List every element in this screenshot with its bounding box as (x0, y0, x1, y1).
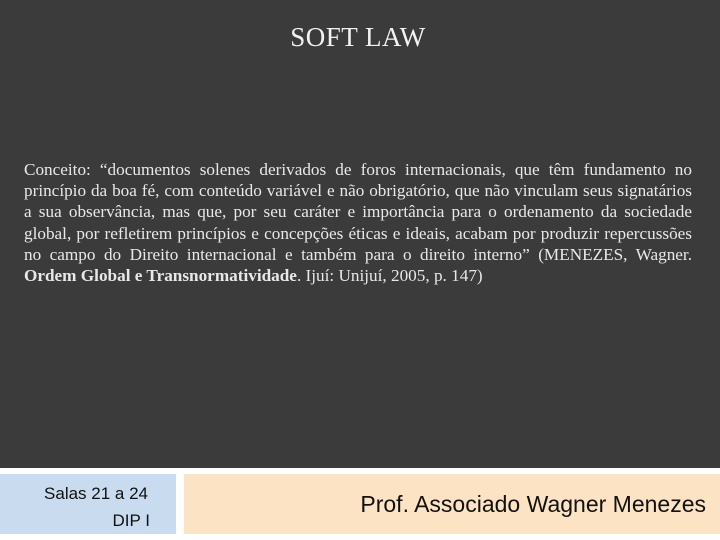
footer-rooms-label: Salas 21 a 24 (44, 484, 148, 503)
body-paragraph (24, 159, 692, 286)
body-text-part1: Conceito: “documentos solenes derivados de foros internacionais, que têm fundamento no princípio da boa fé, com conteúdo variável e não obrigatório, que não vinculam seus signatários a sua observância, mas que, por seu caráter e importância para o ordenamento da sociedade global, por refletirem princípios e concepções éticas e ideais, acabam por produzir repercussões no campo do Direito internacional e também para o direito interno” (MENEZES, Wagner. (24, 160, 692, 264)
slide-title: SOFT LAW (290, 22, 426, 52)
footer-professor-name: Prof. Associado Wagner Menezes (360, 491, 706, 517)
footer-course-label: DIP I (112, 511, 150, 530)
footer-course-box (0, 474, 179, 534)
body-text-bold-title: Ordem Global e Transnormatividade (24, 266, 297, 286)
footer-professor-box (184, 474, 720, 534)
body-text-part2: . Ijuí: Unijuí, 2005, p. 147) (296, 266, 483, 286)
